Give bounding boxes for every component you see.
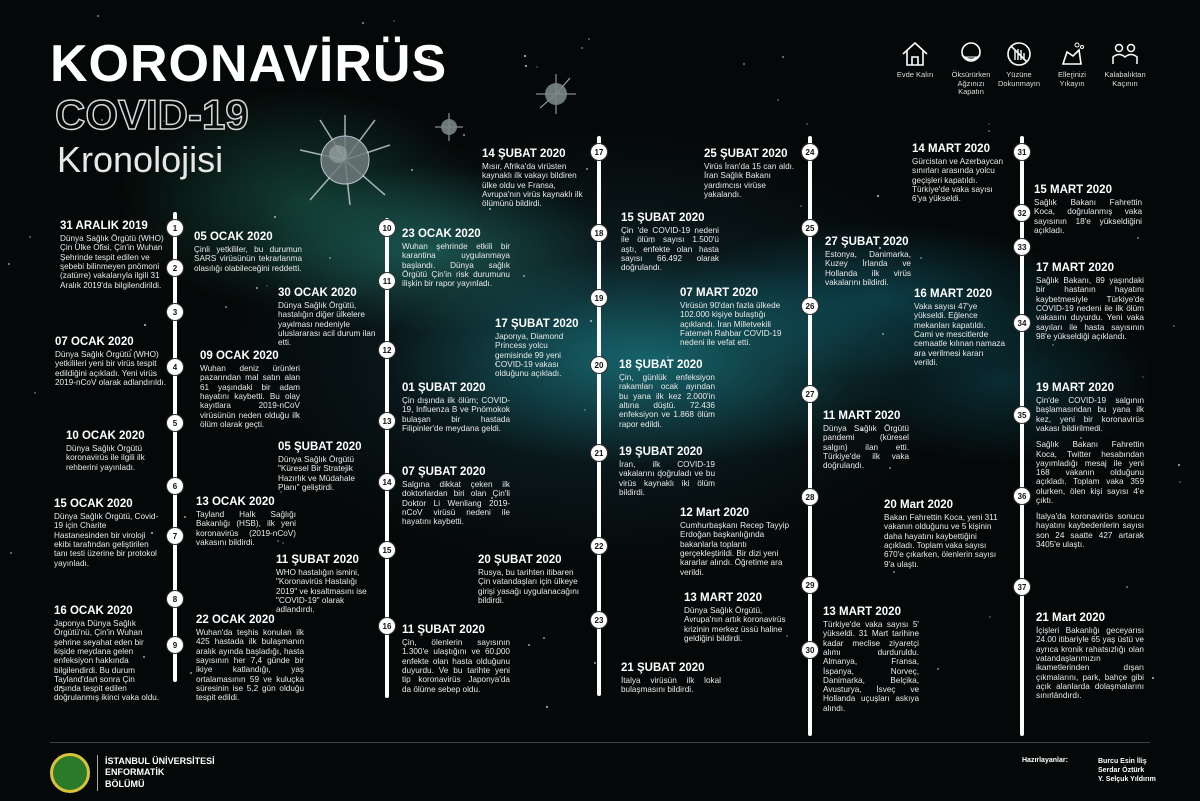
star-decoration xyxy=(1179,481,1181,483)
mask-icon xyxy=(956,40,986,68)
timeline-node-8: 8 xyxy=(166,590,184,608)
event-text: Sağlık Bakanı, 89 yaşındaki bir hastanın hayatını kaybetmesiyle Türkiye'de COVID-19 nedeni ile ilk ölüm vakasını duyurdu. Yeni vaka sayıları ile hasta sayısının 98'e yükseldiği açıklandı. xyxy=(1036,276,1144,341)
university-line-3: BÖLÜMÜ xyxy=(105,778,145,789)
tip-label: Yüzüne Dokunmayın xyxy=(997,70,1041,88)
star-decoration xyxy=(329,257,331,259)
star-decoration xyxy=(184,516,186,518)
event-25 xyxy=(825,236,911,287)
timeline-node-32: 32 xyxy=(1013,204,1031,222)
star-decoration xyxy=(525,65,527,67)
event-37 xyxy=(1036,612,1144,700)
star-decoration xyxy=(362,22,364,24)
event-date: 21 Mart 2020 xyxy=(1036,612,1106,624)
event-text: İran, ilk COVID-19 vakalarını doğruladı ve bu virüs kaynaklı iki ölüm bildirdi. xyxy=(619,460,715,498)
event-date: 15 ŞUBAT 2020 xyxy=(621,212,705,224)
timeline-node-20: 20 xyxy=(590,356,608,374)
event-22 xyxy=(478,554,588,605)
timeline-node-5: 5 xyxy=(166,414,184,432)
star-decoration xyxy=(523,275,525,277)
event-date: 01 ŞUBAT 2020 xyxy=(402,382,486,394)
event-6 xyxy=(196,496,296,547)
event-33 xyxy=(914,288,1006,367)
event-date: 13 MART 2020 xyxy=(684,592,762,604)
event-text: Çin dışında ilk ölüm; COVID-19, Influenza B ve Pnömokok bulaşan bir hastada Filipinler'de meydana geldi. xyxy=(402,396,510,434)
star-decoration xyxy=(590,320,592,322)
star-decoration xyxy=(1173,325,1175,327)
event-date: 14 ŞUBAT 2020 xyxy=(482,148,566,160)
event-text: Salgına dikkat çeken ilk doktorlardan biri olan Çin'li Doktor Li Wenliang 2019-nCoV virüsü nedeni ile hayatını kaybetti. xyxy=(402,480,510,527)
star-decoration xyxy=(800,205,802,207)
star-decoration xyxy=(806,123,808,125)
star-decoration xyxy=(988,123,990,125)
event-29 xyxy=(684,592,796,643)
event-34 xyxy=(1036,262,1144,341)
event-16 xyxy=(402,624,510,694)
event-text: Çinli yetkililer, bu durumun SARS virüsünün tekrarlanma olasılığı olabileceğini reddetti. xyxy=(194,245,302,273)
event-date: 16 MART 2020 xyxy=(914,288,992,300)
event-19 xyxy=(495,318,583,379)
star-decoration xyxy=(8,263,10,265)
event-23 xyxy=(621,662,721,695)
event-text: WHO hastalığın ismini, "Koronavirüs Hastalığı 2019" ve kısaltmasını ise "COVID-19" olarak adlandırdı. xyxy=(276,568,367,615)
timeline-node-17: 17 xyxy=(590,143,608,161)
event-9 xyxy=(196,614,304,702)
star-decoration xyxy=(782,56,784,58)
event-text: Gürcistan ve Azerbaycan sınırları arasında yolcu geçişleri kapatıldı. Türkiye'de vaka sayısı 6'ya yükseldi. xyxy=(912,157,1004,204)
poster-tagline: Kronolojisi xyxy=(57,139,224,180)
star-decoration xyxy=(893,571,895,573)
university-line-2: ENFORMATİK xyxy=(105,767,165,778)
timeline-node-37: 37 xyxy=(1013,578,1031,596)
event-text: İçişleri Bakanlığı geceyarısı 24.00 itibariyle 65 yaş üstü ve ayrıca kronik rahatsızlığı olan vatandaşlarımızın ikametlerinden dışarı çıkmalarını, park, bahçe gibi açık alanlarda dolaşmalarını sınırlandırdı. xyxy=(1036,626,1144,701)
event-text: Tayland Halk Sağlığı Bakanlığı (HSB), ilk yeni koronavirüs (2019-nCoV) vakasını bildirdi. xyxy=(196,510,296,548)
tip-no-touch xyxy=(992,40,1046,88)
star-decoration xyxy=(1142,376,1144,378)
star-decoration xyxy=(536,66,538,68)
poster-title: KORONAVİRÜS xyxy=(50,35,448,93)
star-decoration xyxy=(586,168,588,170)
event-date: 13 MART 2020 xyxy=(823,606,901,618)
event-text: Rusya, bu tarihten itibaren Çin vatandaşları için ülkeye girişi yasağı uygulanacağını bildirdi. xyxy=(478,568,580,606)
star-decoration xyxy=(584,409,586,411)
event-text: Estonya, Danimarka, Kuzey İrlanda ve Hollanda ilk virüs vakalarını bildirdi. xyxy=(825,250,911,288)
tip-avoid-crowds xyxy=(1098,40,1152,88)
timeline-node-25: 25 xyxy=(801,219,819,237)
star-decoration xyxy=(882,333,884,335)
event-12 xyxy=(402,382,510,433)
event-date: 22 OCAK 2020 xyxy=(196,614,275,626)
star-decoration xyxy=(393,20,395,22)
event-date: 21 ŞUBAT 2020 xyxy=(621,662,705,674)
timeline-node-10: 10 xyxy=(378,219,396,237)
university-name xyxy=(105,756,215,790)
timeline-node-27: 27 xyxy=(801,385,819,403)
event-date: 09 OCAK 2020 xyxy=(200,350,279,362)
event-date: 19 MART 2020 xyxy=(1036,382,1114,394)
timeline-node-35: 35 xyxy=(1013,406,1031,424)
event-15 xyxy=(276,554,379,615)
tip-stay-home xyxy=(888,40,942,80)
timeline-node-16: 16 xyxy=(378,617,396,635)
star-decoration xyxy=(546,706,548,708)
university-logo-icon xyxy=(50,753,90,793)
credits-list xyxy=(1098,757,1156,784)
event-text: Virüs İran'da 15 can aldı. İran Sağlık Bakanı yardımcısı virüse yakalandı. xyxy=(704,162,795,200)
event-date: 13 OCAK 2020 xyxy=(196,496,275,508)
timeline-node-9: 9 xyxy=(166,636,184,654)
star-decoration xyxy=(29,236,31,238)
star-decoration xyxy=(743,63,745,65)
event-2 xyxy=(194,231,302,273)
event-date: 10 OCAK 2020 xyxy=(66,430,145,442)
event-text: Cumhurbaşkanı Recep Tayyip Erdoğan başkanlığında bakanlarla toplantı gerçekleştirildi. Bir dizi yeni kararlar alındı. Öğretime ara verildi. xyxy=(680,521,790,577)
event-date: 11 ŞUBAT 2020 xyxy=(276,554,359,566)
event-36 xyxy=(884,499,1006,569)
timeline-node-22: 22 xyxy=(590,537,608,555)
star-decoration xyxy=(274,216,276,218)
event-text: Çin'de COVID-19 salgının başlamasından bu yana ilk kez, yeni bir koronavirüs vakası bildirilmedi. xyxy=(1036,396,1144,434)
star-decoration xyxy=(10,552,12,554)
footer-separator xyxy=(97,755,98,791)
timeline-node-2: 2 xyxy=(166,259,184,277)
event-text: Dünya Sağlık Örgütü, Avrupa'nın artık koronavirüs krizinin merkez üssü haline geldiğini bildirdi. xyxy=(684,606,786,644)
timeline-node-7: 7 xyxy=(166,527,184,545)
event-21 xyxy=(619,446,715,497)
timeline-node-29: 29 xyxy=(801,576,819,594)
timeline-node-12: 12 xyxy=(378,341,396,359)
event-text: Mısır, Afrika'da virüsten kaynaklı ilk vakayı bildiren ülke oldu ve Fransa, Avrupa'nın virüs kaynaklı ilk ölümünü bildirdi. xyxy=(482,162,583,209)
star-decoration xyxy=(988,130,990,132)
timeline-node-3: 3 xyxy=(166,303,184,321)
tip-cover-mouth xyxy=(944,40,998,97)
event-31 xyxy=(912,143,1004,204)
event-date: 31 ARALIK 2019 xyxy=(60,220,148,232)
event-18 xyxy=(621,212,719,273)
star-decoration xyxy=(777,99,779,101)
star-decoration xyxy=(594,662,596,664)
star-decoration xyxy=(411,169,413,171)
event-32 xyxy=(1034,184,1142,235)
footer-divider xyxy=(50,742,1150,743)
virus-decoration-icon xyxy=(290,110,400,210)
event-date: 05 ŞUBAT 2020 xyxy=(278,441,362,453)
credits-label: Hazırlayanlar: xyxy=(1022,757,1068,764)
event-date: 07 ŞUBAT 2020 xyxy=(402,466,486,478)
star-decoration xyxy=(524,55,526,57)
virus-decoration-icon xyxy=(534,72,578,116)
star-decoration xyxy=(920,257,922,259)
event-date: 11 MART 2020 xyxy=(823,410,901,422)
hand-wash-icon xyxy=(1057,40,1087,68)
event-5 xyxy=(66,430,166,472)
star-decoration xyxy=(1126,586,1128,588)
event-extra-text: Sağlık Bakanı Fahrettin Koca, Twitter hesabından yayımladığı mesaj ile yeni 168 vakanın olduğunu açıkladı. Toplam vaka 359 olurken, ölen kişi sayısı 4'e çıktı. xyxy=(1036,440,1144,505)
event-text: Dünya Sağlık Örgütü, Covid-19 için Charite Hastanesinden bir viroloji ekibi tarafından geliştirilen tanı testi üzerine bir protokol yayınladı. xyxy=(54,512,159,568)
event-text: Türkiye'de vaka sayısı 5' yükseldi. 31 Mart tarihine kadar meclise ziyaretçi alımı durduruldu. Almanya, Fransa, İspanya, Norveç, Danimarka, Belçika, Avusturya, İsveç ve Hollanda uçuşları askıya alındı. xyxy=(823,620,919,713)
event-text: Dünya Sağlık Örgütü, hastalığın diğer ülkelere yayılması nedeniyle uluslararası acil durum ilan etti. xyxy=(278,301,376,348)
event-11 xyxy=(278,287,378,348)
star-decoration xyxy=(877,195,879,197)
star-decoration xyxy=(581,47,583,49)
event-30 xyxy=(823,606,919,713)
event-date: 07 OCAK 2020 xyxy=(55,336,134,348)
credit-name: Serdar Öztürk xyxy=(1098,767,1145,775)
timeline-line xyxy=(1020,136,1024,736)
event-date: 05 OCAK 2020 xyxy=(194,231,273,243)
tip-label: Kalabalıktan Kaçının xyxy=(1104,70,1146,88)
timeline-node-26: 26 xyxy=(801,297,819,315)
timeline-node-14: 14 xyxy=(378,473,396,491)
event-date: 30 OCAK 2020 xyxy=(278,287,357,299)
star-decoration xyxy=(1152,677,1154,679)
star-decoration xyxy=(34,392,36,394)
event-date: 16 OCAK 2020 xyxy=(54,605,133,617)
star-decoration xyxy=(989,616,991,618)
poster-subtitle: COVID-19 xyxy=(55,91,249,138)
event-date: 25 ŞUBAT 2020 xyxy=(704,148,788,160)
star-decoration xyxy=(256,287,258,289)
house-icon xyxy=(900,40,930,68)
event-17 xyxy=(482,148,585,209)
event-text: Wuhan'da teşhis konulan ilk 425 hastada ilk bulaşmanın aralık ayında başladığı, hasta sayısının her 7,4 günde bir ikiye katlandığı, yaş ortalamasının 59 ve kuluçka süresinin ise 5,2 gün olduğu tespit edildi. xyxy=(196,628,304,703)
event-extra-text-2: İtalya'da koronavirüs sonucu hayatını kaybedenlerin sayısı son 24 saatte 427 artarak 3405'e ulaştı. xyxy=(1036,512,1144,549)
event-text: Japonya, Diamond Princess yolcu gemisinde 99 yeni COVID-19 vakası olduğunu açıkladı. xyxy=(495,332,564,379)
timeline-node-24: 24 xyxy=(801,143,819,161)
event-text: Çin, ölenlerin sayısının 1.300'e ulaştığını ve 60.000 enfekte olan hasta olduğunu duyurdu. Ve bu tarihte yeni tip koronavirüs Japonya'da da ölüme sebep oldu. xyxy=(402,638,510,694)
event-35 xyxy=(1036,382,1144,549)
star-decoration xyxy=(528,644,530,646)
virus-decoration-icon xyxy=(434,112,464,142)
event-date: 11 ŞUBAT 2020 xyxy=(402,624,485,636)
timeline-node-36: 36 xyxy=(1013,487,1031,505)
timeline-node-21: 21 xyxy=(590,444,608,462)
event-text: Wuhan şehrinde etkili bir karantina uygulanmaya başlandı. Dünya sağlık Örgütü Çin'in risk durumunu ilişkin bir rapor yayınladı. xyxy=(402,242,510,289)
star-decoration xyxy=(144,324,146,326)
event-text: Dünya Sağlık Örgütü (WHO) yetkilileri yeni bir virüs tespit edildiğini açıkladı. Yeni virüs 2019-nCoV olarak adlandırıldı. xyxy=(55,350,167,388)
event-28 xyxy=(680,507,796,577)
event-date: 27 ŞUBAT 2020 xyxy=(825,236,909,248)
event-text: Çin 'de COVID-19 nedeni ile ölüm sayısı 1.500'ü aştı, enfekte olan hasta sayısı 66.492 olarak doğrulandı. xyxy=(621,226,719,273)
event-date: 23 OCAK 2020 xyxy=(402,228,481,240)
event-text: Virüsün 90'dan fazla ülkede 102.000 kişiye bulaştığı açıklandı. İran Milletvekili Fatemeh Rahbar COVID-19 nedeni ile vefat etti. xyxy=(680,301,782,348)
event-20 xyxy=(619,359,715,429)
event-text: Dünya Sağlık Örgütü "Küresel Bir Stratejik Hazırlık ve Müdahale Planı" geliştirdi. xyxy=(278,455,355,493)
event-date: 12 Mart 2020 xyxy=(680,507,750,519)
timeline-node-18: 18 xyxy=(590,224,608,242)
event-date: 15 OCAK 2020 xyxy=(54,498,133,510)
event-text: Vaka sayısı 47'ye yükseldi. Eğlence mekanları kapatıldı. Cami ve mescitlerde cemaatle kılınan namaza ara verilmesi kararı verildi. xyxy=(914,302,1006,367)
tip-label: Evde Kalın xyxy=(896,70,934,79)
event-13 xyxy=(278,441,378,492)
timeline-node-23: 23 xyxy=(590,611,608,629)
event-4 xyxy=(200,350,300,429)
timeline-node-15: 15 xyxy=(378,541,396,559)
event-3 xyxy=(55,336,168,387)
timeline-node-4: 4 xyxy=(166,358,184,376)
star-decoration xyxy=(1137,237,1139,239)
star-decoration xyxy=(1178,464,1180,466)
event-10 xyxy=(402,228,510,289)
timeline-node-30: 30 xyxy=(801,641,819,659)
event-date: 14 MART 2020 xyxy=(912,143,990,155)
event-24 xyxy=(704,148,796,199)
event-text: Sağlık Bakanı Fahrettin Koca, doğrulanmış vaka sayısının 18'e yükseldiğini açıkladı. xyxy=(1034,198,1142,236)
star-decoration xyxy=(1052,344,1054,346)
credit-name: Y. Selçuk Yıldırım xyxy=(1098,776,1156,784)
timeline-node-6: 6 xyxy=(166,477,184,495)
tip-label: Ellerinizi Yıkayın xyxy=(1058,70,1086,88)
event-text: Çin, günlük enfeksiyon rakamları ocak ayından bu yana ilk kez 2.000'in altına düştü. 72.436 enfeksiyon ve 1.868 ölüm rapor edildi. xyxy=(619,373,715,429)
event-text: Bakan Fahrettin Koca, yeni 311 vakanın olduğunu ve 5 kişinin daha hayatını kaybettiğini açıkladı. Toplam vaka sayısı 670'e çıkarken, ölenlerin sayısı 9'a ulaştı. xyxy=(884,513,998,569)
event-7 xyxy=(54,498,162,568)
star-decoration xyxy=(225,306,227,308)
timeline-node-33: 33 xyxy=(1013,238,1031,256)
timeline-node-19: 19 xyxy=(590,289,608,307)
event-text: Dünya Sağlık Örgütü (WHO) Çin Ülke Ofisi, Çin'in Wuhan Şehrinde tespit edilen ve sebebi bilinmeyen pnömoni (zatürre) vakalarıyla ilgili 31 Aralık 2019'da bilgilendirildi. xyxy=(60,234,164,290)
no-touch-icon xyxy=(1004,40,1034,68)
star-decoration xyxy=(266,285,268,287)
timeline-node-31: 31 xyxy=(1013,143,1031,161)
event-1 xyxy=(60,220,168,290)
event-27 xyxy=(823,410,909,471)
timeline-node-1: 1 xyxy=(166,219,184,237)
event-date: 15 MART 2020 xyxy=(1034,184,1112,196)
tip-wash-hands xyxy=(1045,40,1099,88)
event-date: 17 ŞUBAT 2020 xyxy=(495,318,579,330)
tip-label: Öksürürken Ağzınızı Kapatın xyxy=(951,70,991,97)
event-text: Dünya Sağlık Örgütü koronavirüs ile ilgili ilk rehberini yayınladı. xyxy=(66,444,145,472)
event-date: 18 ŞUBAT 2020 xyxy=(619,359,703,371)
event-text: Wuhan deniz ürünleri pazarından mal satın alan 61 yaşındaki bir adam hayatını kaybetti. Bu olay kayıtlara 2019-nCoV virüsünün neden olduğu ilk ölüm olarak geçti. xyxy=(200,364,300,429)
star-decoration xyxy=(588,38,590,40)
event-date: 07 MART 2020 xyxy=(680,287,758,299)
star-decoration xyxy=(937,668,939,670)
timeline-line xyxy=(173,212,177,682)
star-decoration xyxy=(667,356,669,358)
university-line-1: İSTANBUL ÜNİVERSİTESİ xyxy=(105,756,215,766)
event-26 xyxy=(680,287,796,348)
crowd-icon xyxy=(1110,40,1140,68)
star-decoration xyxy=(97,15,99,17)
timeline-node-11: 11 xyxy=(378,272,396,290)
timeline-node-34: 34 xyxy=(1013,314,1031,332)
credit-name: Burcu Esin İliş xyxy=(1098,758,1147,765)
event-14 xyxy=(402,466,510,527)
star-decoration xyxy=(190,672,192,674)
star-decoration xyxy=(543,637,545,639)
event-date: 19 ŞUBAT 2020 xyxy=(619,446,703,458)
event-date: 20 ŞUBAT 2020 xyxy=(478,554,562,566)
timeline-node-28: 28 xyxy=(801,488,819,506)
event-text: İtalya virüsün ilk lokal bulaşmasını bildirdi. xyxy=(621,676,721,695)
event-8 xyxy=(54,605,162,703)
timeline-node-13: 13 xyxy=(378,412,396,430)
event-date: 20 Mart 2020 xyxy=(884,499,954,511)
event-text: Dünya Sağlık Örgütü pandemi (küresel salgın) ilan etti. Türkiye'de ilk vaka doğrulandı. xyxy=(823,424,909,471)
event-text: Japonya Dünya Sağlık Örgütü'nü, Çin'in Wuhan şehrine seyahat eden bir kişide meydana gelen enfeksiyon hakkında bilgilendirdi. Bu durum Tayland'dan sonra Çin dışında tespit edilen doğrulanmış ikinci vaka oldu. xyxy=(54,619,160,703)
event-date: 17 MART 2020 xyxy=(1036,262,1114,274)
